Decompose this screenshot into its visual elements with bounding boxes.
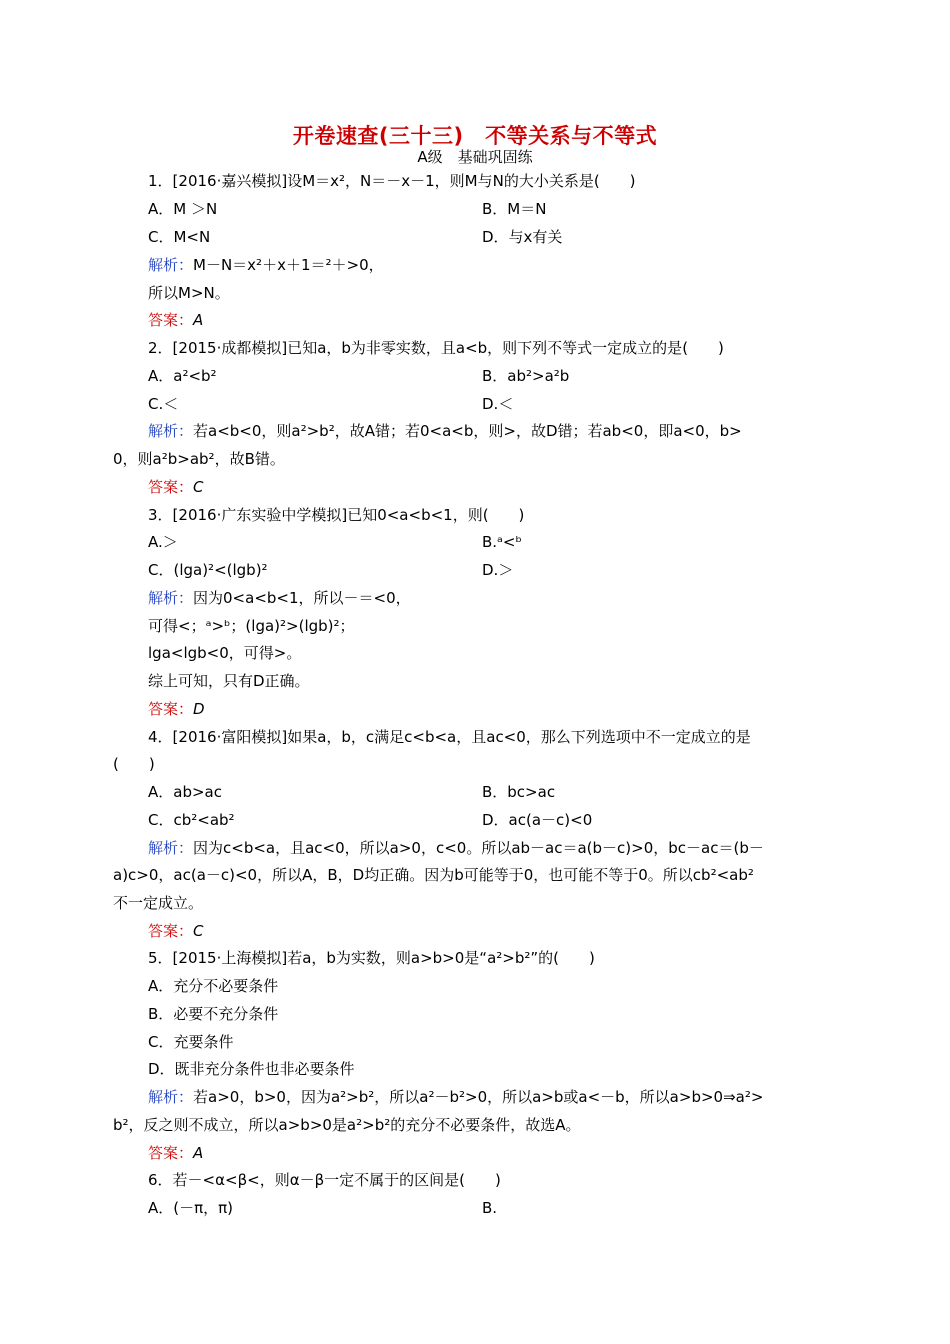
q3-analysis xyxy=(148,588,411,608)
analysis-label: 解析： xyxy=(148,589,194,607)
q3-analysis-text-2: 可得<；ᵃ>ᵇ；(lga)²>(lgb)²； xyxy=(148,617,355,635)
section-subtitle: A级 基础巩固练 xyxy=(417,148,533,166)
page-title: 开卷速查(三十三) 不等关系与不等式 xyxy=(292,124,658,148)
answer-label: 答案： xyxy=(148,478,194,496)
q2-answer-value: C xyxy=(193,478,204,496)
q2-analysis xyxy=(148,421,742,441)
q1-answer xyxy=(148,310,203,330)
q3-option-a: A.＞ xyxy=(148,533,178,551)
q2-analysis-text-2: 0，则a²b>ab²，故B错。 xyxy=(113,450,285,468)
q2-answer xyxy=(148,477,204,497)
analysis-label: 解析： xyxy=(148,1088,194,1106)
q5-option-a: A．充分不必要条件 xyxy=(148,977,279,995)
q2-option-b: B．ab²>a²b xyxy=(482,367,570,385)
q5-analysis-text-1: 若a>0，b>0，因为a²>b²，所以a²－b²>0，所以a>b或a<－b，所以a>b>0⇒a²> xyxy=(193,1088,764,1106)
q3-analysis-text-3: lga<lgb<0，可得>。 xyxy=(148,644,302,662)
q4-answer xyxy=(148,921,204,941)
q1-option-d: D．与x有关 xyxy=(482,228,563,246)
analysis-label: 解析： xyxy=(148,839,194,857)
q3-analysis-text-4: 综上可知，只有D正确。 xyxy=(148,672,310,690)
q4-analysis xyxy=(148,838,764,858)
q3-stem: 3．[2016·广东实验中学模拟]已知0<a<b<1，则( ) xyxy=(148,506,525,524)
q2-analysis-text-1: 若a<b<0，则a²>b²，故A错；若0<a<b，则>，故D错；若ab<0，即a<0，b> xyxy=(193,422,742,440)
q3-option-d: D.＞ xyxy=(482,561,514,579)
q4-option-b: B．bc>ac xyxy=(482,783,556,801)
q3-option-b: B.ᵃ<ᵇ xyxy=(482,533,522,551)
q5-option-c: C．充要条件 xyxy=(148,1033,234,1051)
q2-stem: 2．[2015·成都模拟]已知a，b为非零实数，且a<b，则下列不等式一定成立的是( ) xyxy=(148,339,724,357)
q1-option-c: C．M<N xyxy=(148,228,211,246)
q4-analysis-text-3: 不一定成立。 xyxy=(113,894,204,912)
q3-answer xyxy=(148,699,205,719)
analysis-label: 解析： xyxy=(148,256,194,274)
answer-label: 答案： xyxy=(148,311,194,329)
q1-analysis-text-2: 所以M>N。 xyxy=(148,284,230,302)
answer-label: 答案： xyxy=(148,1144,194,1162)
q5-option-b: B．必要不充分条件 xyxy=(148,1005,279,1023)
q4-option-a: A．ab>ac xyxy=(148,783,222,801)
q5-option-d: D．既非充分条件也非必要条件 xyxy=(148,1060,355,1078)
q2-option-a: A．a²<b² xyxy=(148,367,217,385)
q6-stem: 6．若－<α<β<，则α－β一定不属于的区间是( ) xyxy=(148,1171,501,1189)
q4-option-c: C．cb²<ab² xyxy=(148,811,235,829)
q4-analysis-text-1: 因为c<b<a，且ac<0，所以a>0，c<0。所以ab－ac＝a(b－c)>0，bc－ac＝(b－ xyxy=(193,839,764,857)
q1-option-b: B．M＝N xyxy=(482,200,547,218)
q1-stem: 1．[2016·嘉兴模拟]设M＝x²，N＝－x－1，则M与N的大小关系是( ) xyxy=(148,172,636,190)
q5-analysis xyxy=(148,1087,763,1107)
q6-option-a: A．(－π，π) xyxy=(148,1199,234,1217)
q4-stem-1: 4．[2016·富阳模拟]如果a，b，c满足c<b<a，且ac<0，那么下列选项中不一定成立的是 xyxy=(148,728,751,746)
answer-label: 答案： xyxy=(148,700,194,718)
q4-option-d: D．ac(a－c)<0 xyxy=(482,811,593,829)
q3-option-c: C．(lga)²<(lgb)² xyxy=(148,561,268,579)
q5-analysis-text-2: b²，反之则不成立，所以a>b>0是a²>b²的充分不必要条件，故选A。 xyxy=(113,1116,581,1134)
q1-analysis xyxy=(148,255,384,275)
q1-option-a: A．M ＞N xyxy=(148,200,218,218)
q3-answer-value: D xyxy=(193,700,205,718)
q4-analysis-text-2: a)c>0，ac(a－c)<0，所以A，B，D均正确。因为b可能等于0，也可能不等于0。所以cb²<ab² xyxy=(113,866,754,884)
q3-analysis-text-1: 因为0<a<b<1，所以－＝<0， xyxy=(193,589,411,607)
answer-label: 答案： xyxy=(148,922,194,940)
q4-answer-value: C xyxy=(193,922,204,940)
analysis-label: 解析： xyxy=(148,422,194,440)
q2-option-c: C.＜ xyxy=(148,395,179,413)
q6-option-b: B. xyxy=(482,1199,498,1217)
q5-answer-value: A xyxy=(193,1144,204,1162)
q1-answer-value: A xyxy=(193,311,204,329)
q1-analysis-text-1: M－N＝x²＋x＋1＝²＋>0， xyxy=(193,256,384,274)
q4-stem-2: ( ) xyxy=(113,755,155,773)
q5-stem: 5．[2015·上海模拟]若a，b为实数，则a>b>0是“a²>b²”的( ) xyxy=(148,949,595,967)
q5-answer xyxy=(148,1143,203,1163)
q2-option-d: D.＜ xyxy=(482,395,514,413)
